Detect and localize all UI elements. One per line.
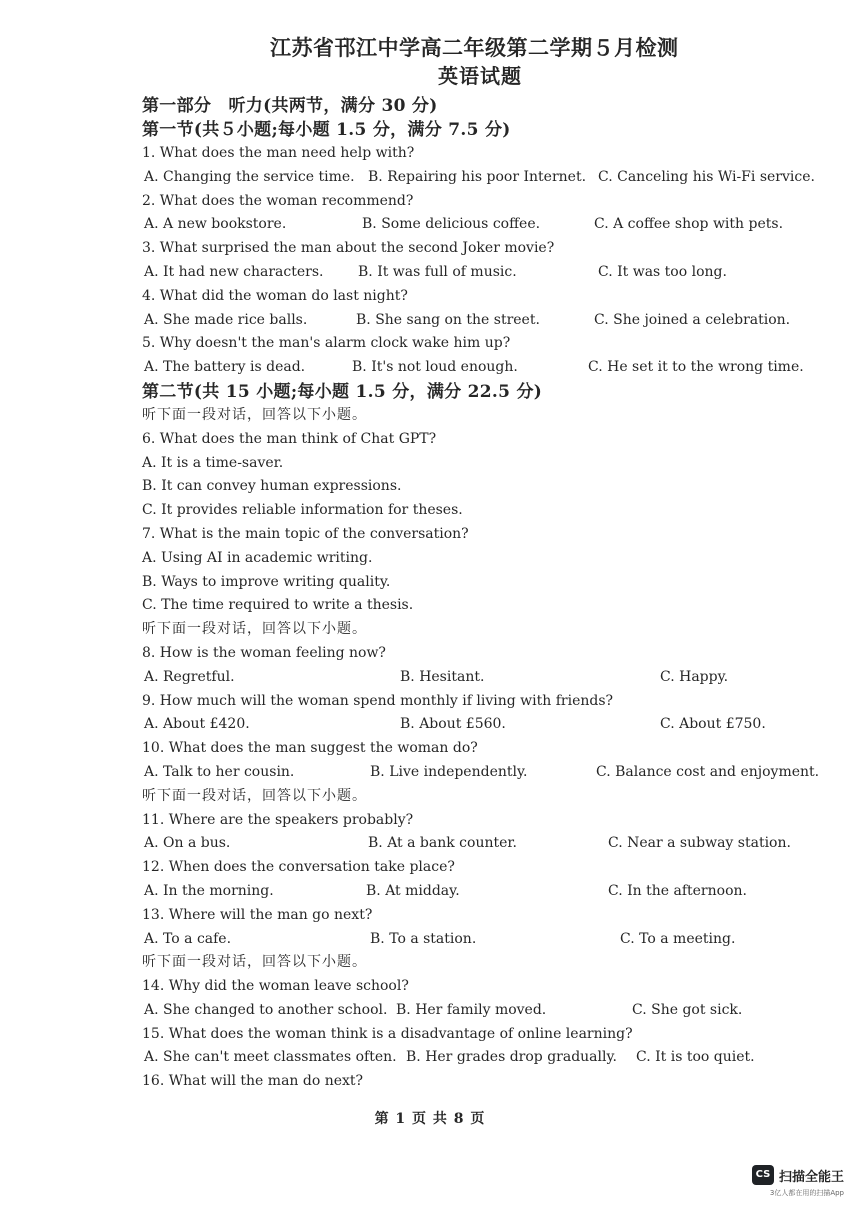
option-a: A. Changing the service time. — [144, 168, 355, 185]
option-c: C. A coffee shop with pets. — [594, 216, 784, 233]
option-b: B. At a bank counter. — [368, 835, 518, 852]
question-11: 11. Where are the speakers probably? — [142, 811, 414, 828]
option-a: A. A new bookstore. — [144, 216, 287, 233]
option-a: A. She changed to another school. — [144, 1001, 388, 1018]
question-2: 2. What does the woman recommend? — [142, 192, 414, 209]
option-b: B. It's not loud enough. — [352, 359, 518, 376]
option-b: B. Live independently. — [370, 763, 528, 780]
option-c: C. Near a subway station. — [608, 835, 791, 852]
exam-title: 江苏省邗江中学高二年级第二学期５月检测 — [270, 35, 679, 60]
option-a: A. The battery is dead. — [144, 359, 306, 376]
option-c: C. She joined a celebration. — [594, 311, 791, 328]
options-1 — [142, 166, 832, 190]
listening-instruction: 听下面一段对话，回答以下小题。 — [142, 954, 367, 971]
options-12 — [142, 880, 832, 904]
option-b: B. Some delicious coffee. — [362, 216, 541, 233]
option-a: A. On a bus. — [144, 835, 231, 852]
watermark-name: 扫描全能王 — [778, 1169, 844, 1185]
option-a: A. Talk to her cousin. — [144, 763, 295, 780]
options-5 — [142, 356, 832, 380]
listening-instruction: 听下面一段对话，回答以下小题。 — [142, 406, 367, 423]
exam-subtitle: 英语试题 — [438, 64, 522, 88]
option-c: C. It provides reliable information for theses. — [142, 502, 463, 519]
options-4 — [142, 309, 832, 333]
options-8 — [142, 666, 832, 690]
option-b: B. Her grades drop gradually. — [406, 1049, 617, 1066]
options-14 — [142, 999, 832, 1023]
option-b: B. It was full of music. — [358, 263, 517, 280]
option-b: B. About £560. — [400, 716, 506, 733]
option-c: C. In the afternoon. — [608, 882, 747, 899]
options-3 — [142, 261, 832, 285]
question-13: 13. Where will the man go next? — [142, 906, 373, 923]
option-a: A. It had new characters. — [144, 263, 324, 280]
option-b: B. Her family moved. — [396, 1001, 547, 1018]
option-a: A. Regretful. — [144, 668, 235, 685]
option-a: A. In the morning. — [144, 882, 274, 899]
option-c: C. He set it to the wrong time. — [588, 359, 804, 376]
camscanner-logo-icon: CS — [752, 1165, 774, 1185]
question-7: 7. What is the main topic of the conversation? — [142, 525, 469, 542]
option-c: C. The time required to write a thesis. — [142, 597, 414, 614]
question-1: 1. What does the man need help with? — [142, 145, 415, 161]
option-a: A. She made rice balls. — [144, 311, 308, 328]
question-8: 8. How is the woman feeling now? — [142, 644, 386, 661]
question-5: 5. Why doesn't the man's alarm clock wake him up? — [142, 335, 511, 352]
option-c: C. Happy. — [660, 668, 729, 685]
option-b: B. Hesitant. — [400, 668, 485, 685]
section2-heading: 第二节(共 15 小题;每小题 1.5 分，满分 22.5 分) — [142, 381, 543, 402]
scanner-watermark — [752, 1165, 844, 1198]
question-15: 15. What does the woman think is a disadvantage of online learning? — [142, 1025, 633, 1042]
option-c: C. Canceling his Wi-Fi service. — [598, 168, 815, 185]
question-3: 3. What surprised the man about the second Joker movie? — [142, 240, 555, 257]
option-c: C. About £750. — [660, 716, 766, 733]
options-10 — [142, 761, 832, 785]
part1-heading: 第一部分 听力(共两节，满分 30 分) — [142, 96, 438, 116]
listening-instruction: 听下面一段对话，回答以下小题。 — [142, 621, 367, 638]
question-16: 16. What will the man do next? — [142, 1073, 364, 1090]
option-a: A. She can't meet classmates often. — [144, 1049, 397, 1066]
option-c: C. It is too quiet. — [636, 1049, 755, 1066]
section1-heading: 第一节(共５小题;每小题 1.5 分，满分 7.5 分) — [142, 120, 511, 140]
option-a: A. About £420. — [144, 716, 250, 733]
option-b: B. At midday. — [366, 882, 460, 899]
option-b: B. To a station. — [370, 930, 477, 947]
question-14: 14. Why did the woman leave school? — [142, 978, 409, 995]
listening-instruction: 听下面一段对话，回答以下小题。 — [142, 787, 367, 804]
option-c: C. It was too long. — [598, 263, 727, 280]
options-11 — [142, 832, 832, 856]
question-10: 10. What does the man suggest the woman do? — [142, 740, 478, 757]
option-a: A. It is a time-saver. — [142, 454, 284, 471]
question-4: 4. What did the woman do last night? — [142, 287, 408, 304]
option-b: B. It can convey human expressions. — [142, 478, 402, 495]
options-13 — [142, 928, 832, 952]
option-c: C. To a meeting. — [620, 930, 736, 947]
options-9 — [142, 713, 832, 737]
option-a: A. Using AI in academic writing. — [142, 549, 373, 566]
question-9: 9. How much will the woman spend monthly if living with friends? — [142, 692, 614, 709]
page-number: 第 1 页 共 8 页 — [374, 1111, 486, 1127]
question-6: 6. What does the man think of Chat GPT? — [142, 430, 437, 447]
exam-content — [142, 94, 832, 1094]
option-a: A. To a cafe. — [144, 930, 232, 947]
option-b: B. She sang on the street. — [356, 311, 540, 328]
option-c: C. Balance cost and enjoyment. — [596, 763, 820, 780]
question-12: 12. When does the conversation take place? — [142, 859, 455, 876]
option-b: B. Repairing his poor Internet. — [368, 168, 587, 185]
option-b: B. Ways to improve writing quality. — [142, 573, 391, 590]
option-c: C. She got sick. — [632, 1001, 743, 1018]
options-15 — [142, 1046, 832, 1070]
watermark-tagline: 3亿人都在用的扫描App — [769, 1189, 844, 1197]
options-2 — [142, 213, 832, 237]
